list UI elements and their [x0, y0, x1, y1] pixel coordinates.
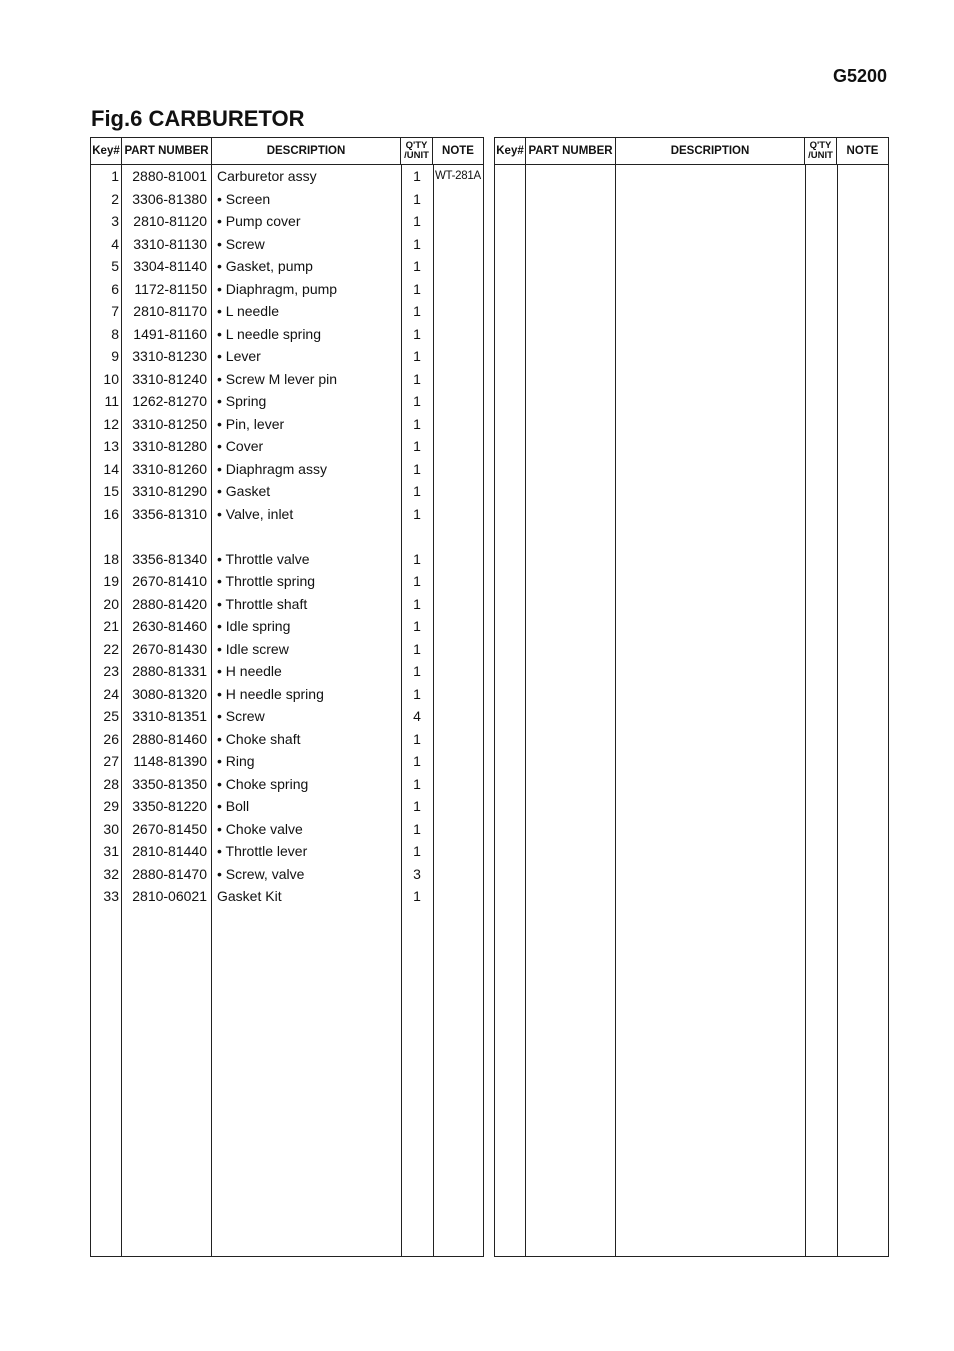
table-body — [495, 165, 888, 1256]
part-qty: 1 — [413, 888, 421, 905]
part-key: 1 — [111, 168, 119, 185]
part-qty: 1 — [413, 303, 421, 320]
part-key: 31 — [103, 843, 119, 860]
part-key: 7 — [111, 303, 119, 320]
table-row — [91, 503, 483, 526]
header-qty-line1: Q'TY — [405, 140, 428, 151]
table-row — [91, 435, 483, 458]
column-divider — [805, 165, 806, 1256]
part-key: 15 — [103, 483, 119, 500]
part-number: 2810-06021 — [132, 888, 207, 905]
table-row — [91, 458, 483, 481]
part-qty: 1 — [413, 663, 421, 680]
header-note: NOTE — [846, 145, 879, 157]
part-key: 21 — [103, 618, 119, 635]
part-number: 1148-81390 — [133, 753, 207, 770]
header-note: NOTE — [442, 145, 474, 157]
part-number: 1172-81150 — [134, 280, 207, 297]
column-divider — [837, 165, 838, 1256]
part-number: 3310-81290 — [132, 483, 207, 500]
part-description: • Idle spring — [217, 618, 291, 635]
part-description: • Throttle valve — [217, 550, 310, 567]
part-qty: 1 — [413, 168, 421, 185]
table-row — [91, 885, 483, 908]
part-description: • Screw M lever pin — [217, 370, 338, 387]
table-row — [91, 728, 483, 751]
part-number: 2810-81170 — [133, 303, 207, 320]
part-description: • Gasket — [217, 483, 271, 500]
part-key: 2 — [111, 190, 119, 207]
figure-title: Fig.6 CARBURETOR — [91, 106, 305, 131]
part-description: • Diaphragm, pump — [217, 280, 338, 297]
table-row — [91, 615, 483, 638]
part-key: 24 — [103, 685, 119, 702]
header-qty-line2: /UNIT — [808, 150, 833, 161]
part-qty: 1 — [413, 820, 421, 837]
part-description: • Screw — [217, 235, 265, 252]
header-qty-line2: /UNIT — [404, 150, 429, 161]
part-description: • Gasket, pump — [217, 258, 313, 275]
part-number: 2810-81440 — [132, 843, 207, 860]
part-key: 12 — [103, 415, 119, 432]
table-row — [91, 593, 483, 616]
part-number: 3080-81320 — [132, 685, 207, 702]
part-number: 1262-81270 — [132, 393, 207, 410]
part-qty: 1 — [413, 438, 421, 455]
table-row — [91, 188, 483, 211]
header-qty — [805, 138, 837, 164]
table-row — [91, 255, 483, 278]
header-key: Key# — [91, 138, 122, 164]
header-key: Key# — [495, 138, 526, 164]
part-qty: 1 — [413, 370, 421, 387]
part-qty: 1 — [413, 235, 421, 252]
part-number: 2670-81410 — [132, 573, 207, 590]
part-qty: 1 — [413, 550, 421, 567]
part-qty: 1 — [413, 505, 421, 522]
part-description: • Choke shaft — [217, 730, 301, 747]
part-description: • Screen — [217, 190, 271, 207]
parts-table-left — [90, 137, 484, 1257]
part-description: • Valve, inlet — [217, 505, 294, 522]
part-key: 19 — [103, 573, 119, 590]
part-description: • Boll — [217, 798, 250, 815]
part-number: 1491-81160 — [133, 325, 207, 342]
part-number: 3310-81351 — [132, 708, 207, 725]
part-qty: 1 — [413, 460, 421, 477]
part-key: 8 — [111, 325, 119, 342]
part-description: • Diaphragm assy — [217, 460, 327, 477]
part-description: • H needle spring — [217, 685, 324, 702]
part-number: 2880-81420 — [132, 595, 207, 612]
table-row — [91, 548, 483, 571]
part-number: 3310-81280 — [132, 438, 207, 455]
part-key: 26 — [103, 730, 119, 747]
table-row — [91, 413, 483, 436]
part-qty: 1 — [413, 843, 421, 860]
table-row — [91, 278, 483, 301]
part-number: 3350-81220 — [132, 798, 207, 815]
part-number: 3356-81340 — [132, 550, 207, 567]
table-row — [91, 795, 483, 818]
table-header — [91, 138, 483, 165]
table-row — [91, 818, 483, 841]
part-qty: 1 — [413, 730, 421, 747]
part-description: • H needle — [217, 663, 282, 680]
part-description: • Throttle shaft — [217, 595, 308, 612]
part-key: 33 — [103, 888, 119, 905]
part-qty: 1 — [413, 753, 421, 770]
part-description: • Ring — [217, 753, 255, 770]
part-key: 5 — [111, 258, 119, 275]
table-row — [91, 863, 483, 886]
part-qty: 1 — [413, 258, 421, 275]
part-number: 2630-81460 — [132, 618, 207, 635]
part-number: 3310-81250 — [132, 415, 207, 432]
part-description: • Cover — [217, 438, 264, 455]
part-number: 2880-81470 — [132, 865, 207, 882]
part-description: • Choke spring — [217, 775, 309, 792]
part-number: 3350-81350 — [132, 775, 207, 792]
part-number: 2880-81460 — [132, 730, 207, 747]
table-row — [91, 660, 483, 683]
table-row — [91, 165, 483, 188]
part-key: 9 — [111, 348, 119, 365]
part-key: 11 — [104, 393, 119, 410]
part-qty: 1 — [413, 640, 421, 657]
part-number: 3310-81240 — [132, 370, 207, 387]
part-qty: 1 — [413, 483, 421, 500]
part-qty: 1 — [413, 618, 421, 635]
part-qty: 1 — [413, 213, 421, 230]
part-key: 32 — [103, 865, 119, 882]
header-qty — [401, 138, 433, 164]
part-key: 13 — [103, 438, 119, 455]
part-number: 3356-81310 — [132, 505, 207, 522]
column-divider — [615, 165, 616, 1256]
table-row — [91, 233, 483, 256]
part-key: 25 — [103, 708, 119, 725]
table-row — [91, 390, 483, 413]
part-number: 3310-81230 — [132, 348, 207, 365]
part-number: 3304-81140 — [133, 258, 207, 275]
part-qty: 1 — [413, 190, 421, 207]
column-divider — [525, 165, 526, 1256]
part-qty: 1 — [413, 348, 421, 365]
part-qty: 1 — [413, 798, 421, 815]
table-row — [91, 705, 483, 728]
table-row — [91, 773, 483, 796]
part-key: 16 — [103, 505, 119, 522]
table-row — [91, 323, 483, 346]
table-body — [91, 165, 483, 1256]
table-row — [91, 683, 483, 706]
part-qty: 1 — [413, 573, 421, 590]
table-row — [91, 570, 483, 593]
parts-rows — [91, 165, 483, 908]
table-row — [91, 480, 483, 503]
part-description: • L needle spring — [217, 325, 322, 342]
table-row — [91, 210, 483, 233]
part-description: Gasket Kit — [217, 888, 282, 905]
part-key: 20 — [103, 595, 119, 612]
part-description: • Spring — [217, 393, 267, 410]
part-description: • Pin, lever — [217, 415, 285, 432]
part-number: 3306-81380 — [132, 190, 207, 207]
part-key: 27 — [103, 753, 119, 770]
header-description: DESCRIPTION — [212, 138, 401, 164]
part-qty: 1 — [413, 393, 421, 410]
table-row — [91, 750, 483, 773]
part-key: 18 — [103, 550, 119, 567]
part-number: 2880-81001 — [132, 168, 207, 185]
table-row — [91, 345, 483, 368]
part-key: 28 — [103, 775, 119, 792]
part-key: 6 — [111, 280, 119, 297]
part-key: 23 — [103, 663, 119, 680]
table-row — [91, 300, 483, 323]
part-description: • Pump cover — [217, 213, 301, 230]
part-number: 2670-81450 — [132, 820, 207, 837]
table-row — [91, 638, 483, 661]
part-qty: 3 — [413, 865, 421, 882]
part-description: • Idle screw — [217, 640, 289, 657]
header-qty-line1: Q'TY — [809, 140, 832, 151]
part-key: 3 — [111, 213, 119, 230]
parts-table-right — [494, 137, 889, 1257]
table-row — [91, 840, 483, 863]
header-part-number: PART NUMBER — [526, 138, 616, 164]
part-qty: 1 — [413, 415, 421, 432]
part-number: 3310-81260 — [132, 460, 207, 477]
part-qty: 1 — [413, 685, 421, 702]
part-number: 2670-81430 — [132, 640, 207, 657]
header-description: DESCRIPTION — [616, 138, 805, 164]
part-number: 2810-81120 — [133, 213, 207, 230]
part-qty: 1 — [413, 280, 421, 297]
part-qty: 1 — [413, 775, 421, 792]
part-key: 4 — [111, 235, 119, 252]
part-number: 3310-81130 — [133, 235, 207, 252]
part-qty: 1 — [413, 595, 421, 612]
part-key: 22 — [103, 640, 119, 657]
part-key: 29 — [103, 798, 119, 815]
part-description: • Screw, valve — [217, 865, 305, 882]
table-row — [91, 525, 483, 548]
part-note: WT-281A — [435, 170, 481, 183]
part-description: Carburetor assy — [217, 168, 317, 185]
part-description: • Choke valve — [217, 820, 303, 837]
part-qty: 1 — [413, 325, 421, 342]
part-key: 14 — [103, 460, 119, 477]
part-description: • Throttle spring — [217, 573, 316, 590]
part-key: 30 — [103, 820, 119, 837]
part-key: 10 — [103, 370, 119, 387]
header-part-number: PART NUMBER — [122, 138, 212, 164]
table-header — [495, 138, 888, 165]
table-row — [91, 368, 483, 391]
part-description: • Screw — [217, 708, 265, 725]
part-qty: 4 — [413, 708, 421, 725]
part-description: • Lever — [217, 348, 261, 365]
part-description: • L needle — [217, 303, 279, 320]
part-number: 2880-81331 — [132, 663, 207, 680]
part-description: • Throttle lever — [217, 843, 308, 860]
model-number: G5200 — [832, 66, 887, 86]
